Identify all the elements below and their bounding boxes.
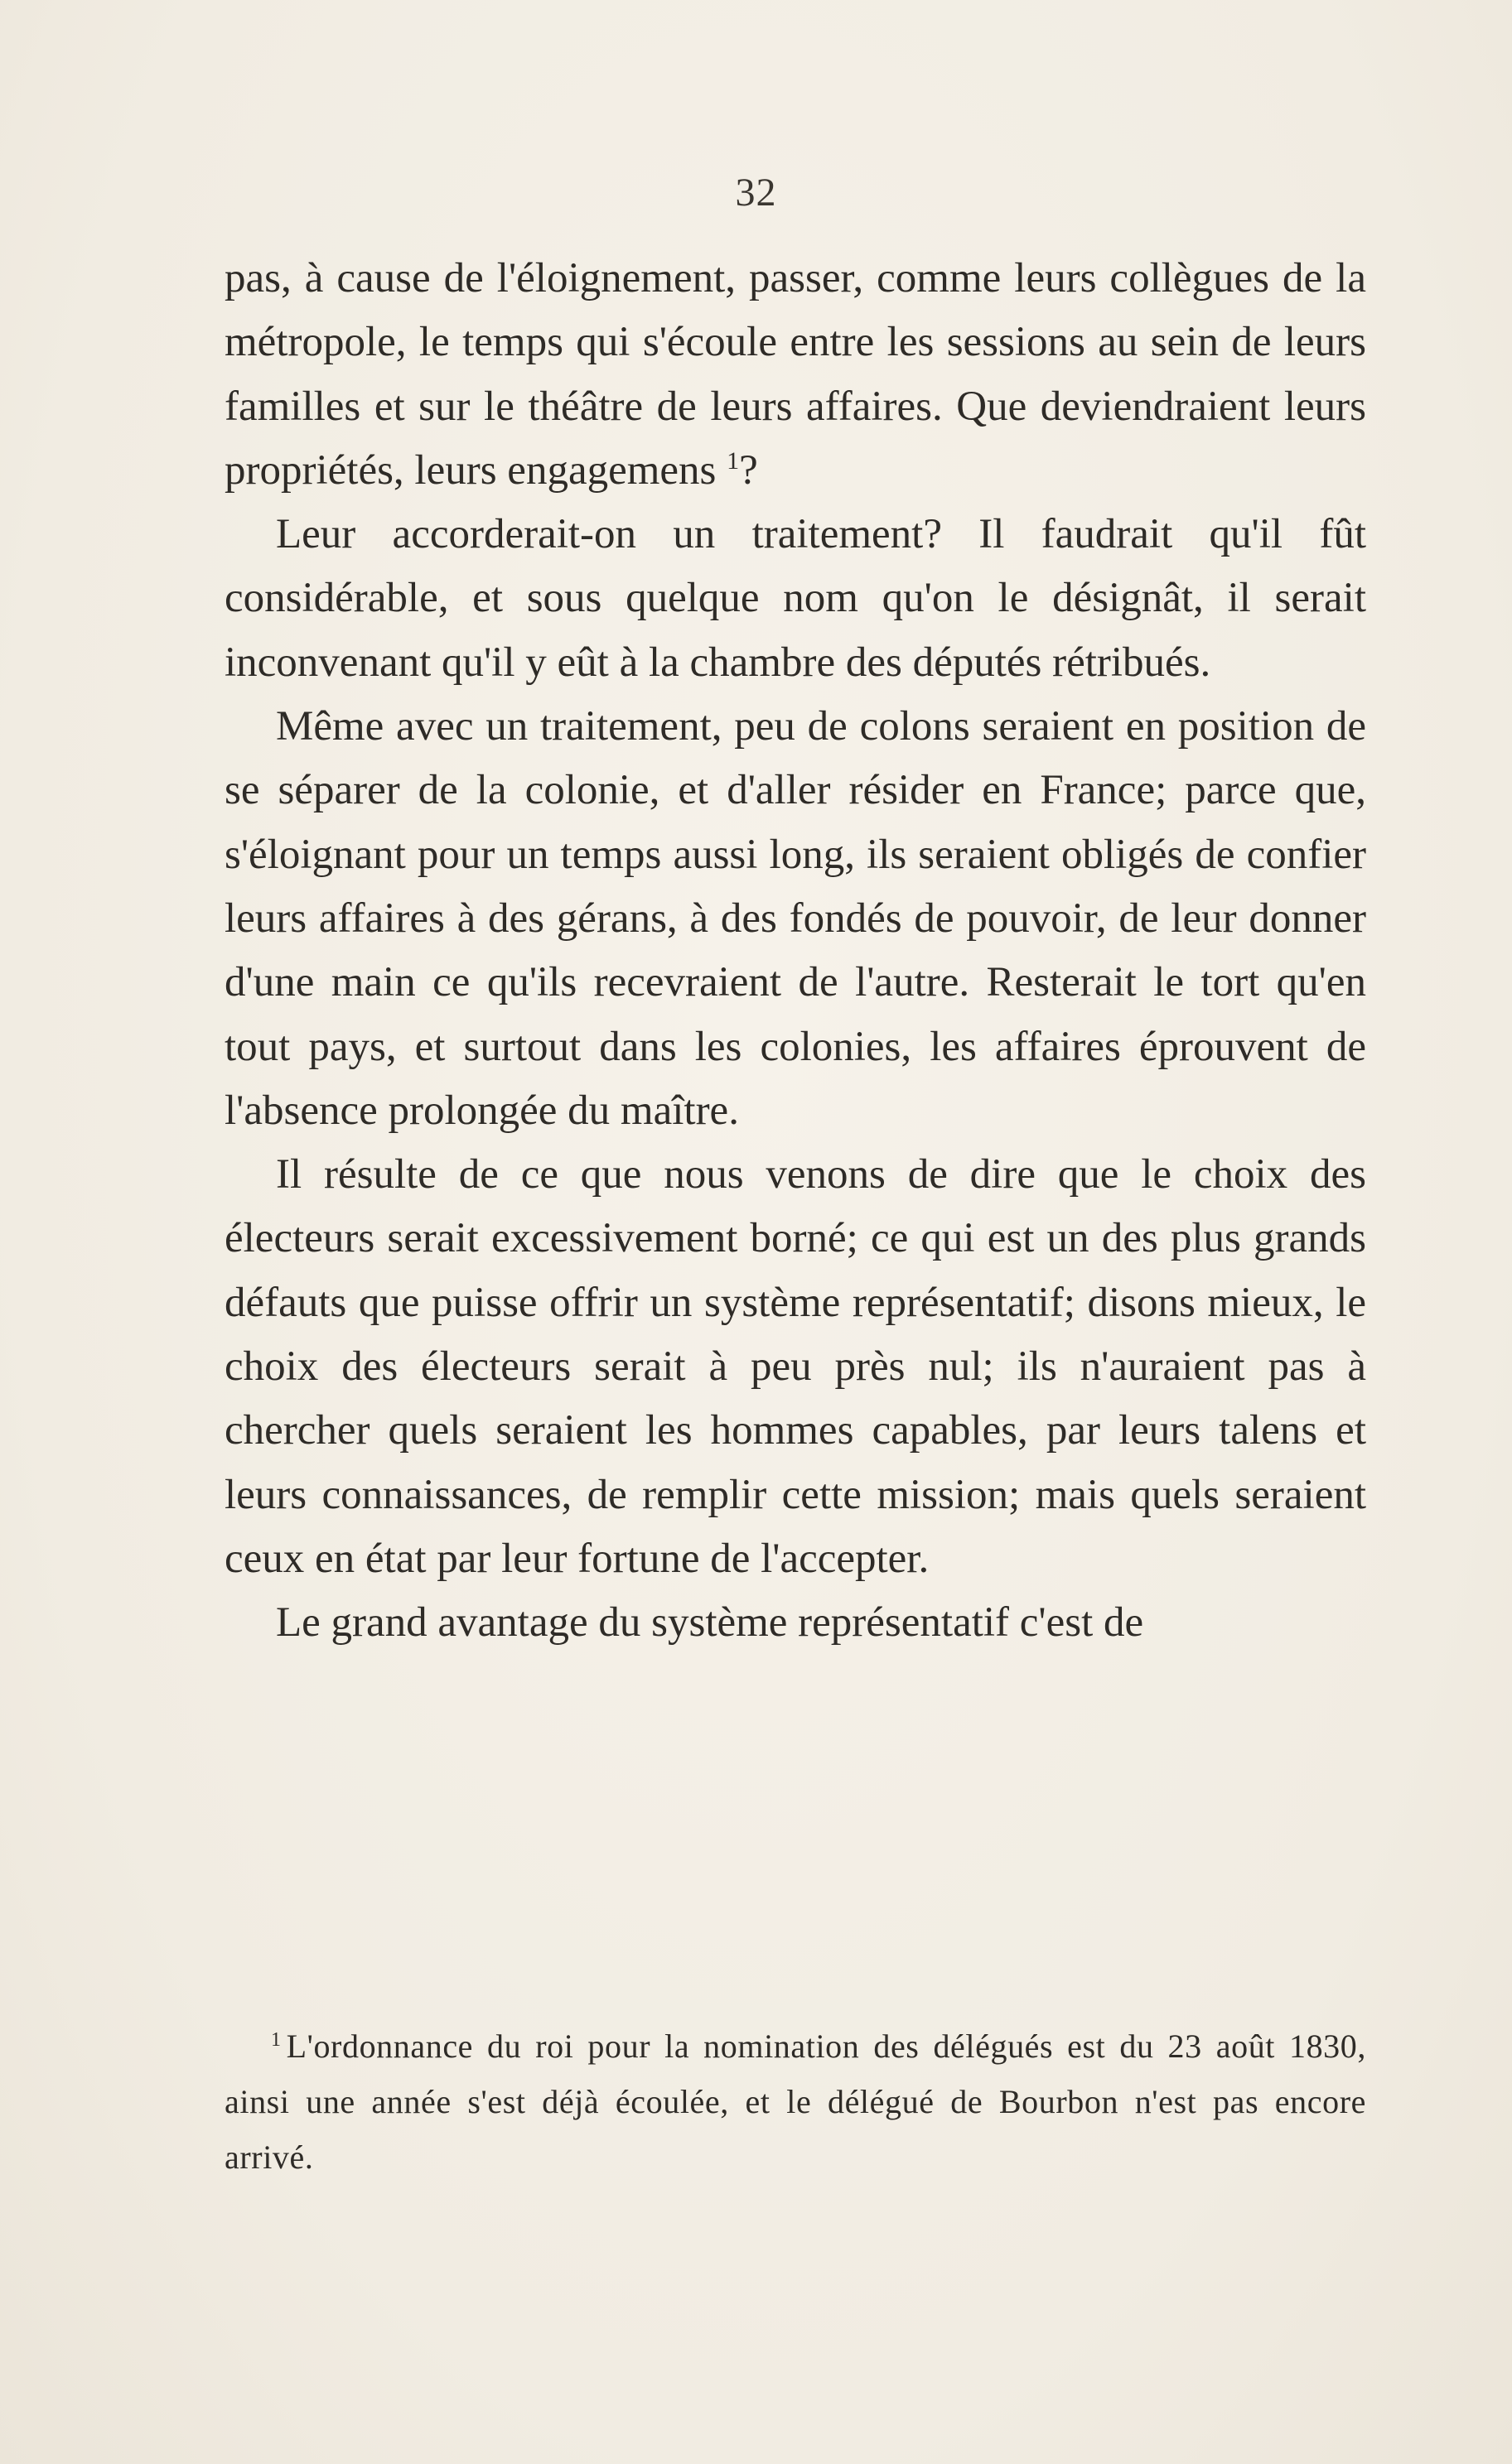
paragraph: Leur accorderait-on un traitement? Il faudrait qu'il fût considérable, et sous quelque nom qu'on le désignât, il serait inconvenant qu'il y eût à la chambre des députés rétribués.: [225, 511, 1366, 686]
paragraph: Même avec un traitement, peu de colons seraient en position de se séparer de la colonie, et d'aller résider en France; parce que, s'éloignant pour un temps aussi long, ils seraient obligés de confier leurs affaires à des gérans, à des fondés de pouvoir, de leur donner d'une main ce qu'ils recevraient de l'autre. Resterait le tort qu'en tout pays, et surtout dans les colonies, les affaires éprouvent de l'absence prolongée du maître.: [225, 703, 1366, 1134]
footnote-text: L'ordonnance du roi pour la nomination des délégués est du 23 août 1830, ainsi une année s'est déjà écoulée, et le délégué de Bourbon n'est pas encore arrivé.: [225, 2028, 1366, 2176]
footnote-paragraph: [225, 2018, 1366, 2185]
page-number: 32: [735, 171, 777, 215]
footnote-marker: 1: [271, 2028, 282, 2051]
paragraph: Il résulte de ce que nous venons de dire que le choix des électeurs serait excessivement borné; ce qui est un des plus grands défauts que puisse offrir un système représentatif; disons mieux, le choix des électeurs serait à peu près nul; ils n'auraient pas à chercher quels seraient les hommes capables, par leurs talens et leurs connaissances, de remplir cette mission; mais quels seraient ceux en état par leur fortune de l'accepter.: [225, 1151, 1366, 1582]
footnote-reference: 1: [727, 446, 740, 475]
body-text: [225, 247, 1366, 1656]
paragraph-punctuation: ?: [739, 446, 758, 494]
paragraph: Le grand avantage du système représentatif c'est de: [276, 1599, 1144, 1647]
paragraph: [225, 247, 1366, 503]
footnote: [225, 2018, 1366, 2185]
paragraph-text: pas, à cause de l'éloignement, passer, comme leurs collègues de la métropole, le temps qui s'écoule entre les sessions au sein de leurs familles et sur le théâtre de leurs affaires. Que deviendraient leurs propriétés, leurs engagemens: [225, 255, 1366, 494]
